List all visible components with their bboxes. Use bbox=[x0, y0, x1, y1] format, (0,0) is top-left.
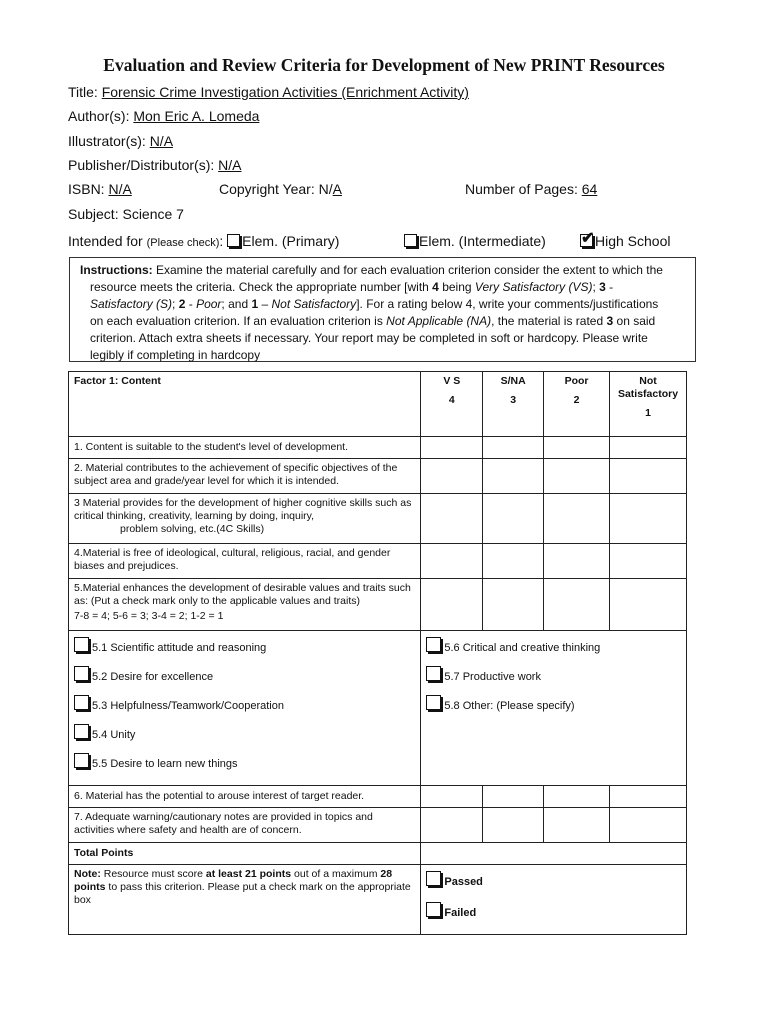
total-points-cell[interactable] bbox=[421, 843, 687, 865]
note-emphasis: at least 21 points bbox=[205, 868, 292, 880]
rating-cell[interactable] bbox=[609, 808, 686, 843]
rating-cell[interactable] bbox=[421, 544, 483, 579]
page-title: Evaluation and Review Criteria for Development of New PRINT Resources bbox=[103, 55, 665, 75]
instructions-box bbox=[69, 257, 696, 362]
value-option bbox=[426, 666, 681, 695]
authors-field bbox=[68, 108, 259, 124]
instructions-text: ; and bbox=[221, 297, 252, 311]
value-option bbox=[74, 695, 415, 724]
instructions-text: ]. For a rating below 4, write your comments/justifications bbox=[356, 297, 659, 311]
publisher-value: N/A bbox=[218, 157, 242, 173]
checkbox-icon[interactable] bbox=[74, 753, 89, 768]
option-primary-label: Elem. (Primary) bbox=[242, 233, 340, 249]
instructions-text: criterion. Attach extra sheets if necessary. Your report may be completed in soft or hardcopy. Please write bbox=[90, 331, 648, 345]
table-row bbox=[69, 544, 687, 579]
checkbox-icon[interactable] bbox=[74, 637, 89, 652]
pass-fail-cell bbox=[421, 865, 687, 935]
rating-term: Poor bbox=[196, 297, 222, 311]
isbn-label: ISBN: bbox=[68, 181, 105, 197]
rating-cell[interactable] bbox=[421, 494, 483, 544]
rating-cell[interactable] bbox=[421, 808, 483, 843]
checkbox-icon[interactable] bbox=[404, 234, 417, 247]
instructions-text: ; bbox=[172, 297, 179, 311]
checkbox-icon[interactable] bbox=[74, 695, 89, 710]
value-label: 5.2 Desire for excellence bbox=[92, 671, 214, 683]
option-high-school bbox=[580, 233, 671, 249]
value-option bbox=[74, 753, 415, 782]
col-label: V S bbox=[443, 375, 461, 387]
value-option bbox=[74, 666, 415, 695]
checkbox-icon[interactable] bbox=[426, 637, 441, 652]
checkbox-icon[interactable] bbox=[426, 666, 441, 681]
value-label: 5.5 Desire to learn new things bbox=[92, 758, 238, 770]
rating-cell[interactable] bbox=[421, 459, 483, 494]
factor-heading: Factor 1: Content bbox=[69, 372, 421, 437]
total-points-label: Total Points bbox=[69, 843, 421, 865]
note-emphasis: 28 points bbox=[74, 868, 393, 893]
value-label: 5.4 Unity bbox=[92, 729, 136, 741]
col-sna bbox=[483, 372, 544, 437]
value-label: 5.3 Helpfulness/Teamwork/Cooperation bbox=[92, 700, 284, 712]
col-number: 2 bbox=[573, 394, 580, 406]
failed-label: Failed bbox=[444, 907, 477, 919]
note-text bbox=[69, 865, 421, 935]
option-intermediate-label: Elem. (Intermediate) bbox=[419, 233, 546, 249]
rating-cell[interactable] bbox=[544, 579, 610, 631]
pages-label: Number of Pages: bbox=[465, 181, 578, 197]
checkbox-icon[interactable] bbox=[74, 666, 89, 681]
col-label: S/NA bbox=[500, 375, 526, 387]
intended-label: Intended for bbox=[68, 233, 143, 249]
value-option bbox=[74, 637, 415, 666]
copyright-label: Copyright Year: N/ bbox=[219, 181, 333, 197]
rating-cell[interactable] bbox=[483, 544, 544, 579]
table-row bbox=[69, 579, 687, 631]
rating-number: 2 bbox=[178, 297, 186, 311]
rating-cell[interactable] bbox=[544, 494, 610, 544]
instructions-text: being bbox=[438, 280, 475, 294]
col-poor bbox=[544, 372, 610, 437]
publisher-field bbox=[68, 157, 242, 173]
rating-cell[interactable] bbox=[483, 579, 544, 631]
note-part: to pass this criterion. Please put a check mark on the appropriate box bbox=[74, 881, 411, 906]
criteria-table bbox=[68, 371, 687, 935]
criterion-1: 1. Content is suitable to the student's level of development. bbox=[69, 437, 421, 459]
col-number: 3 bbox=[510, 394, 517, 406]
rating-cell[interactable] bbox=[483, 808, 544, 843]
criterion-3 bbox=[69, 494, 421, 544]
rating-cell[interactable] bbox=[544, 808, 610, 843]
values-right bbox=[421, 631, 687, 786]
values-left bbox=[69, 631, 421, 786]
title-label: Title: bbox=[68, 84, 98, 100]
total-row bbox=[69, 843, 687, 865]
value-label: 5.1 Scientific attitude and reasoning bbox=[92, 642, 267, 654]
table-row bbox=[69, 786, 687, 808]
note-label: Note: bbox=[74, 868, 101, 880]
illustrators-field bbox=[68, 133, 173, 149]
value-option bbox=[426, 695, 681, 724]
intended-for-field bbox=[68, 233, 339, 249]
illustrators-value: N/A bbox=[149, 133, 174, 149]
failed-option bbox=[426, 902, 681, 931]
scoring-legend: 7-8 = 4; 5-6 = 3; 3-4 = 2; 1-2 = 1 bbox=[74, 610, 224, 622]
checked-checkbox-icon[interactable] bbox=[580, 234, 593, 247]
rating-cell[interactable] bbox=[544, 459, 610, 494]
rating-cell[interactable] bbox=[609, 544, 686, 579]
checkbox-icon[interactable] bbox=[426, 871, 441, 886]
criterion-4: 4.Material is free of ideological, cultural, religious, racial, and gender biases and prejudices. bbox=[69, 544, 421, 579]
subject-field: Subject: Science 7 bbox=[68, 206, 184, 222]
instructions-label: Instructions: bbox=[80, 263, 153, 277]
rating-number: 1 bbox=[251, 297, 259, 311]
note-row bbox=[69, 865, 687, 935]
note-part: out of a maximum bbox=[291, 868, 381, 880]
criterion-7: 7. Adequate warning/cautionary notes are provided in topics and activities where safety and health are of concern. bbox=[69, 808, 421, 843]
table-row bbox=[69, 437, 687, 459]
pages-value: 64 bbox=[581, 181, 598, 197]
table-row bbox=[69, 808, 687, 843]
checkbox-icon[interactable] bbox=[426, 902, 441, 917]
title-field bbox=[68, 84, 469, 100]
rating-term: Not Satisfactory bbox=[271, 297, 357, 311]
rating-term: Satisfactory (S) bbox=[90, 297, 173, 311]
criterion-text: problem solving, etc.(4C Skills) bbox=[120, 523, 265, 535]
rating-cell[interactable] bbox=[421, 579, 483, 631]
table-header-row bbox=[69, 372, 687, 437]
intended-colon: : bbox=[219, 233, 224, 249]
rating-cell[interactable] bbox=[544, 786, 610, 808]
authors-label: Author(s): bbox=[68, 108, 130, 124]
intended-hint: (Please check) bbox=[146, 237, 220, 249]
rating-cell[interactable] bbox=[609, 494, 686, 544]
publisher-label: Publisher/Distributor(s): bbox=[68, 157, 215, 173]
criterion-5 bbox=[69, 579, 421, 631]
rating-cell[interactable] bbox=[609, 786, 686, 808]
passed-label: Passed bbox=[444, 876, 483, 888]
rating-cell[interactable] bbox=[544, 544, 610, 579]
pages-field bbox=[465, 181, 597, 197]
copyright-field bbox=[219, 181, 342, 197]
col-number: 4 bbox=[448, 394, 455, 406]
col-number: 1 bbox=[645, 407, 651, 419]
rating-cell[interactable] bbox=[483, 459, 544, 494]
criterion-text: 3 Material provides for the development of higher cognitive skills such as critical thinking, creativity, learning by doing, inquiry, bbox=[74, 497, 412, 522]
option-high-school-label: High School bbox=[595, 233, 671, 249]
rating-cell[interactable] bbox=[421, 437, 483, 459]
criterion-text: 5.Material enhances the development of desirable values and traits such as: (Put a check mark only to the applicable values and traits) bbox=[74, 582, 411, 607]
rating-cell[interactable] bbox=[483, 494, 544, 544]
values-row bbox=[69, 631, 687, 786]
instructions-text: legibly if completing in hardcopy bbox=[90, 348, 261, 362]
rating-number: 3 bbox=[599, 280, 606, 294]
instructions-text: - bbox=[605, 280, 614, 294]
criterion-6: 6. Material has the potential to arouse interest of target reader. bbox=[69, 786, 421, 808]
instructions-text: Examine the material carefully and for each evaluation criterion consider the extent to which the bbox=[152, 263, 663, 277]
value-label: 5.6 Critical and creative thinking bbox=[444, 642, 601, 654]
value-label: 5.7 Productive work bbox=[444, 671, 541, 683]
instructions-text: resource meets the criteria. Check the appropriate number [with bbox=[90, 280, 433, 294]
col-vs bbox=[421, 372, 483, 437]
isbn-value: N/A bbox=[108, 181, 132, 197]
rating-term: Not Applicable (NA) bbox=[386, 314, 492, 328]
checkbox-icon[interactable] bbox=[227, 234, 240, 247]
table-row bbox=[69, 494, 687, 544]
title-value: Forensic Crime Investigation Activities (Enrichment Activity) bbox=[101, 84, 469, 100]
value-option bbox=[74, 724, 415, 753]
copyright-value: A bbox=[332, 181, 342, 197]
instructions-text: , the material is rated bbox=[491, 314, 607, 328]
rating-number: 4 bbox=[432, 280, 439, 294]
col-label: Poor bbox=[564, 375, 589, 387]
rating-cell[interactable] bbox=[609, 459, 686, 494]
rating-cell[interactable] bbox=[544, 437, 610, 459]
checkbox-icon[interactable] bbox=[74, 724, 89, 739]
instructions-text: – bbox=[258, 297, 272, 311]
rating-cell[interactable] bbox=[421, 786, 483, 808]
rating-cell[interactable] bbox=[483, 786, 544, 808]
illustrators-label: Illustrator(s): bbox=[68, 133, 146, 149]
rating-cell[interactable] bbox=[483, 437, 544, 459]
isbn-field bbox=[68, 181, 132, 197]
instructions-text: on each evaluation criterion. If an evaluation criterion is bbox=[90, 314, 387, 328]
col-label: Not Satisfactory bbox=[617, 375, 679, 400]
authors-value: Mon Eric A. Lomeda bbox=[133, 108, 260, 124]
criterion-2: 2. Material contributes to the achievement of specific objectives of the subject area and grade/year level for which it is intended. bbox=[69, 459, 421, 494]
note-part: Resource must score bbox=[100, 868, 206, 880]
instructions-text: - bbox=[185, 297, 197, 311]
instructions-text: on said bbox=[613, 314, 656, 328]
rating-cell[interactable] bbox=[609, 437, 686, 459]
option-intermediate bbox=[404, 233, 546, 249]
passed-option bbox=[426, 871, 681, 902]
value-option bbox=[426, 637, 681, 666]
table-row bbox=[69, 459, 687, 494]
instructions-text: ; bbox=[592, 280, 600, 294]
col-not-satisfactory bbox=[609, 372, 686, 437]
rating-number: 3 bbox=[606, 314, 614, 328]
rating-term: Very Satisfactory (VS) bbox=[474, 280, 593, 294]
checkbox-icon[interactable] bbox=[426, 695, 441, 710]
rating-cell[interactable] bbox=[609, 579, 686, 631]
value-label: 5.8 Other: (Please specify) bbox=[444, 700, 575, 712]
